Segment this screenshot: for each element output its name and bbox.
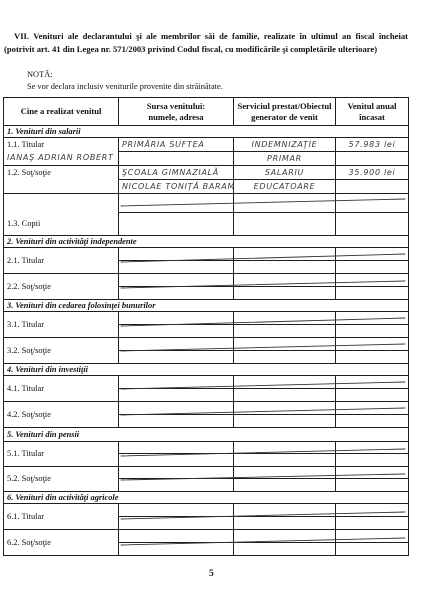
row-label-cell: [4, 504, 119, 530]
income-amount-cell: [336, 454, 409, 467]
income-amount-cell: [336, 287, 409, 300]
income-source-cell: [119, 504, 234, 517]
row-label: 6.2. Soţ/soţie: [7, 537, 51, 547]
income-source-cell: [119, 152, 234, 166]
row-label: 3.1. Titular: [7, 319, 44, 329]
row-label-cell: [4, 138, 119, 166]
income-amount-cell: [336, 442, 409, 454]
service-cell: [234, 351, 336, 364]
service-cell: [234, 543, 336, 556]
section-row: [4, 428, 409, 442]
section-title: 5. Venituri din pensii: [4, 428, 409, 442]
note-label: NOTĂ:: [27, 70, 53, 79]
section-title: 6. Venituri din activităţi agricole: [4, 492, 409, 504]
section-row: [4, 300, 409, 312]
row-label-cell: [4, 376, 119, 402]
page-number: 5: [209, 569, 214, 579]
section-row: [4, 492, 409, 504]
row-label-cell: [4, 402, 119, 428]
column-header-line: Sursa venitului:: [146, 100, 206, 111]
service-cell: [234, 248, 336, 261]
column-header-line: Cine a realizat venitul: [20, 106, 102, 116]
service-cell: [234, 504, 336, 517]
column-header-line: încasat: [359, 111, 385, 122]
income-source-cell: [119, 376, 234, 389]
section-heading-line: (potrivit art. 41 din Legea nr. 571/2003 privind Codul fiscal, cu modificările şi completările ulterioare): [4, 44, 378, 54]
service-cell: [234, 530, 336, 543]
handwritten-income: 35.900 lei: [348, 167, 396, 177]
section-heading-line: VII. Venituri ale declarantului şi ale membrilor săi de familie, realizate în ultimul an fiscal încheiat: [14, 31, 408, 41]
row-label: 1.2. Soţ/soţie: [7, 168, 51, 177]
handwritten-source: PRIMĂRIA SUFTEA: [122, 139, 205, 149]
service-cell: [234, 325, 336, 338]
income-amount-cell: [336, 530, 409, 543]
income-amount-cell: [336, 389, 409, 402]
section-title: 1. Venituri din salarii: [4, 126, 409, 138]
income-amount-cell: [336, 312, 409, 325]
row-label: 4.2. Soţ/soţie: [7, 409, 51, 419]
income-source-cell: [119, 543, 234, 556]
table-row: [4, 338, 409, 351]
handwritten-name: IANAŞ ADRIAN ROBERT: [7, 153, 114, 162]
row-label-cell: [4, 312, 119, 338]
row-label: 2.1. Titular: [7, 255, 44, 265]
table-row: [4, 138, 409, 152]
service-cell: [234, 338, 336, 351]
income-amount-cell: [336, 274, 409, 287]
column-header-service: [234, 98, 336, 126]
column-header-line: Serviciul prestat/Obiectul: [237, 100, 332, 111]
service-cell: [234, 376, 336, 389]
income-amount-cell: [336, 180, 409, 194]
income-amount-cell: [336, 504, 409, 517]
section-title: 2. Venituri din activităţi independente: [4, 236, 409, 248]
income-amount-cell: [336, 325, 409, 338]
handwritten-source: ŞCOALA GIMNAZIALĂ: [122, 167, 219, 177]
income-amount-cell: [336, 467, 409, 479]
column-header-line: Venitul anual: [347, 100, 397, 111]
section-row: [4, 236, 409, 248]
income-amount-cell: [336, 543, 409, 556]
income-source-cell: [119, 166, 234, 180]
row-label: 5.1. Titular: [7, 449, 44, 458]
service-cell: [234, 213, 336, 236]
table-row: [4, 248, 409, 261]
row-label: 6.1. Titular: [7, 511, 44, 521]
row-label: 1.1. Titular: [7, 140, 44, 149]
service-cell: [234, 312, 336, 325]
column-header-source: [119, 98, 234, 126]
row-label-cell: [4, 442, 119, 467]
income-source-cell: [119, 351, 234, 364]
section-heading: [4, 30, 408, 56]
income-source-cell: [119, 138, 234, 152]
column-header-who: [4, 98, 119, 126]
table-row: [4, 274, 409, 287]
handwritten-service: SALARIU: [264, 167, 305, 177]
section-title: 3. Venituri din cedarea folosinţei bunurilor: [4, 300, 409, 312]
income-source-cell: [119, 479, 234, 492]
row-label-cell: [4, 338, 119, 364]
service-cell: [234, 180, 336, 194]
income-amount-cell: [336, 338, 409, 351]
service-cell: [234, 166, 336, 180]
row-label-cell: [4, 274, 119, 300]
income-amount-cell: [336, 213, 409, 236]
row-label: 4.1. Titular: [7, 383, 44, 393]
service-cell: [234, 287, 336, 300]
table-row: [4, 312, 409, 325]
income-amount-cell: [336, 402, 409, 415]
handwritten-service: INDEMNIZAŢIE: [251, 139, 318, 149]
service-cell: [234, 517, 336, 530]
income-table: [3, 97, 409, 556]
income-amount-cell: [336, 517, 409, 530]
service-cell: [234, 402, 336, 415]
row-label: 1.3. Copii: [7, 219, 41, 228]
table-header-row: [4, 98, 409, 126]
income-source-cell: [119, 442, 234, 454]
income-source-cell: [119, 530, 234, 543]
income-source-cell: [119, 274, 234, 287]
column-header-line: numele, adresa: [148, 111, 204, 122]
service-cell: [234, 479, 336, 492]
income-amount-cell: [336, 351, 409, 364]
income-amount-cell: [336, 166, 409, 180]
income-source-cell: [119, 213, 234, 236]
income-source-cell: [119, 261, 234, 274]
income-source-cell: [119, 325, 234, 338]
service-cell: [234, 138, 336, 152]
table-row: [4, 194, 409, 213]
service-cell: [234, 274, 336, 287]
income-amount-cell: [336, 248, 409, 261]
income-amount-cell: [336, 152, 409, 166]
handwritten-service-detail: PRIMAR: [267, 153, 302, 163]
income-source-cell: [119, 517, 234, 530]
row-label-cell: [4, 248, 119, 274]
income-amount-cell: [336, 479, 409, 492]
note-text: Se vor declara inclusiv veniturile provenite din străinătate.: [27, 82, 223, 91]
income-source-cell: [119, 248, 234, 261]
income-source-cell: [119, 389, 234, 402]
income-amount-cell: [336, 138, 409, 152]
income-amount-cell: [336, 194, 409, 213]
section-row: [4, 364, 409, 376]
service-cell: [234, 194, 336, 213]
row-label-cell: [4, 194, 119, 236]
income-source-cell: [119, 194, 234, 213]
row-label: 3.2. Soţ/soţie: [7, 345, 51, 355]
table-row: [4, 402, 409, 415]
income-source-cell: [119, 312, 234, 325]
row-label-cell: [4, 467, 119, 492]
table-row: [4, 166, 409, 180]
section-row: [4, 126, 409, 138]
table-row: [4, 530, 409, 543]
income-source-cell: [119, 180, 234, 194]
section-title: 4. Venituri din investiţii: [4, 364, 409, 376]
table-row: [4, 504, 409, 517]
service-cell: [234, 261, 336, 274]
income-source-cell: [119, 467, 234, 479]
table-row: [4, 442, 409, 454]
column-header-income: [336, 98, 409, 126]
service-cell: [234, 415, 336, 428]
income-source-cell: [119, 338, 234, 351]
row-label-cell: [4, 166, 119, 194]
income-amount-cell: [336, 376, 409, 389]
income-amount-cell: [336, 261, 409, 274]
table-row: [4, 467, 409, 479]
service-cell: [234, 442, 336, 454]
row-label-cell: [4, 530, 119, 556]
table-row: [4, 376, 409, 389]
income-source-cell: [119, 415, 234, 428]
row-label: 2.2. Soţ/soţie: [7, 281, 51, 291]
service-cell: [234, 152, 336, 166]
handwritten-income: 57.983 lei: [348, 139, 396, 149]
column-header-line: generator de venit: [251, 111, 318, 122]
service-cell: [234, 454, 336, 467]
income-source-cell: [119, 454, 234, 467]
row-label: 5.2. Soţ/soţie: [7, 474, 51, 483]
income-source-cell: [119, 287, 234, 300]
service-cell: [234, 467, 336, 479]
handwritten-source-detail: NICOLAE TONIŢĂ BARAM: [122, 181, 236, 191]
income-source-cell: [119, 402, 234, 415]
income-amount-cell: [336, 415, 409, 428]
service-cell: [234, 389, 336, 402]
handwritten-service-detail: EDUCATOARE: [253, 181, 316, 191]
